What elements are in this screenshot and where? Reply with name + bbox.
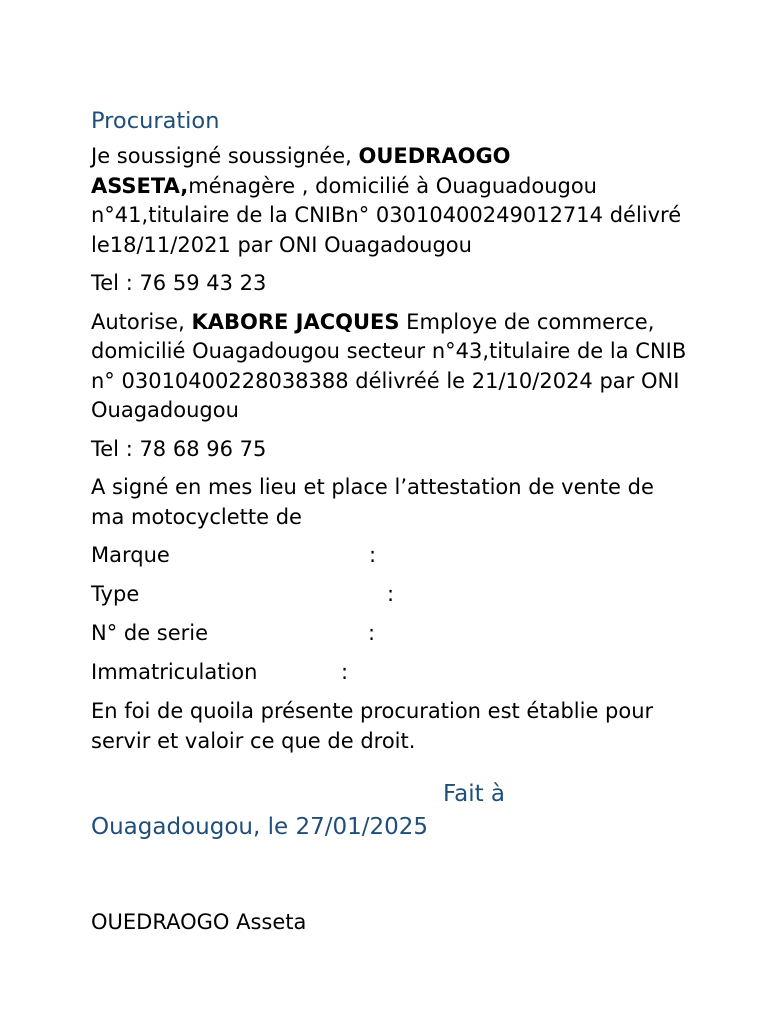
field-marque-label: Marque bbox=[91, 543, 170, 567]
field-serie-label: N° de serie bbox=[91, 621, 209, 645]
document-title: Procuration bbox=[91, 108, 220, 134]
signature-name: OUEDRAOGO Asseta bbox=[91, 910, 307, 934]
intro-paragraph bbox=[91, 142, 691, 260]
field-immatriculation bbox=[91, 658, 691, 688]
field-type-label: Type bbox=[91, 582, 140, 606]
purpose-paragraph: A signé en mes lieu et place l’attestation de vente de ma motocyclette de bbox=[91, 475, 654, 529]
place-date bbox=[91, 778, 691, 843]
authorize-details: Employe de commerce, domicilié Ouagadougou secteur n°43,titulaire de la CNIB n° 03010400228038388 délivréé le 21/10/2024 par ONI Ouagadougou bbox=[91, 309, 687, 422]
place-date-line1: Fait à bbox=[443, 781, 506, 807]
field-type-colon: : bbox=[387, 582, 395, 606]
authorize-paragraph bbox=[91, 308, 691, 426]
field-serie-colon: : bbox=[368, 621, 376, 645]
field-immatriculation-colon: : bbox=[341, 660, 349, 684]
intro-prefix: Je soussigné soussignée, bbox=[91, 144, 359, 168]
field-immatriculation-label: Immatriculation bbox=[91, 660, 258, 684]
grantee-phone: Tel : 78 68 96 75 bbox=[91, 436, 267, 461]
document-body bbox=[91, 106, 691, 843]
place-date-line2: Ouagadougou, le 27/01/2025 bbox=[91, 813, 429, 840]
grantor-phone: Tel : 76 59 43 23 bbox=[91, 271, 267, 295]
grantor-name: OUEDRAOGO ASSETA, bbox=[91, 144, 511, 198]
grantee-name: KABORE JACQUES bbox=[191, 309, 400, 334]
field-marque bbox=[91, 541, 691, 571]
field-type bbox=[91, 580, 691, 610]
authorize-prefix: Autorise, bbox=[91, 309, 192, 334]
intro-details: ménagère , domicilié à Ouaguadougou n°41,titulaire de la CNIBn° 03010400249012714 délivré le18/11/2021 par ONI Ouagadougou bbox=[91, 173, 682, 257]
field-marque-colon: : bbox=[369, 543, 377, 567]
closing-paragraph: En foi de quoila présente procuration est établie pour servir et valoir ce que de droit. bbox=[91, 699, 654, 753]
field-serie bbox=[91, 619, 691, 649]
